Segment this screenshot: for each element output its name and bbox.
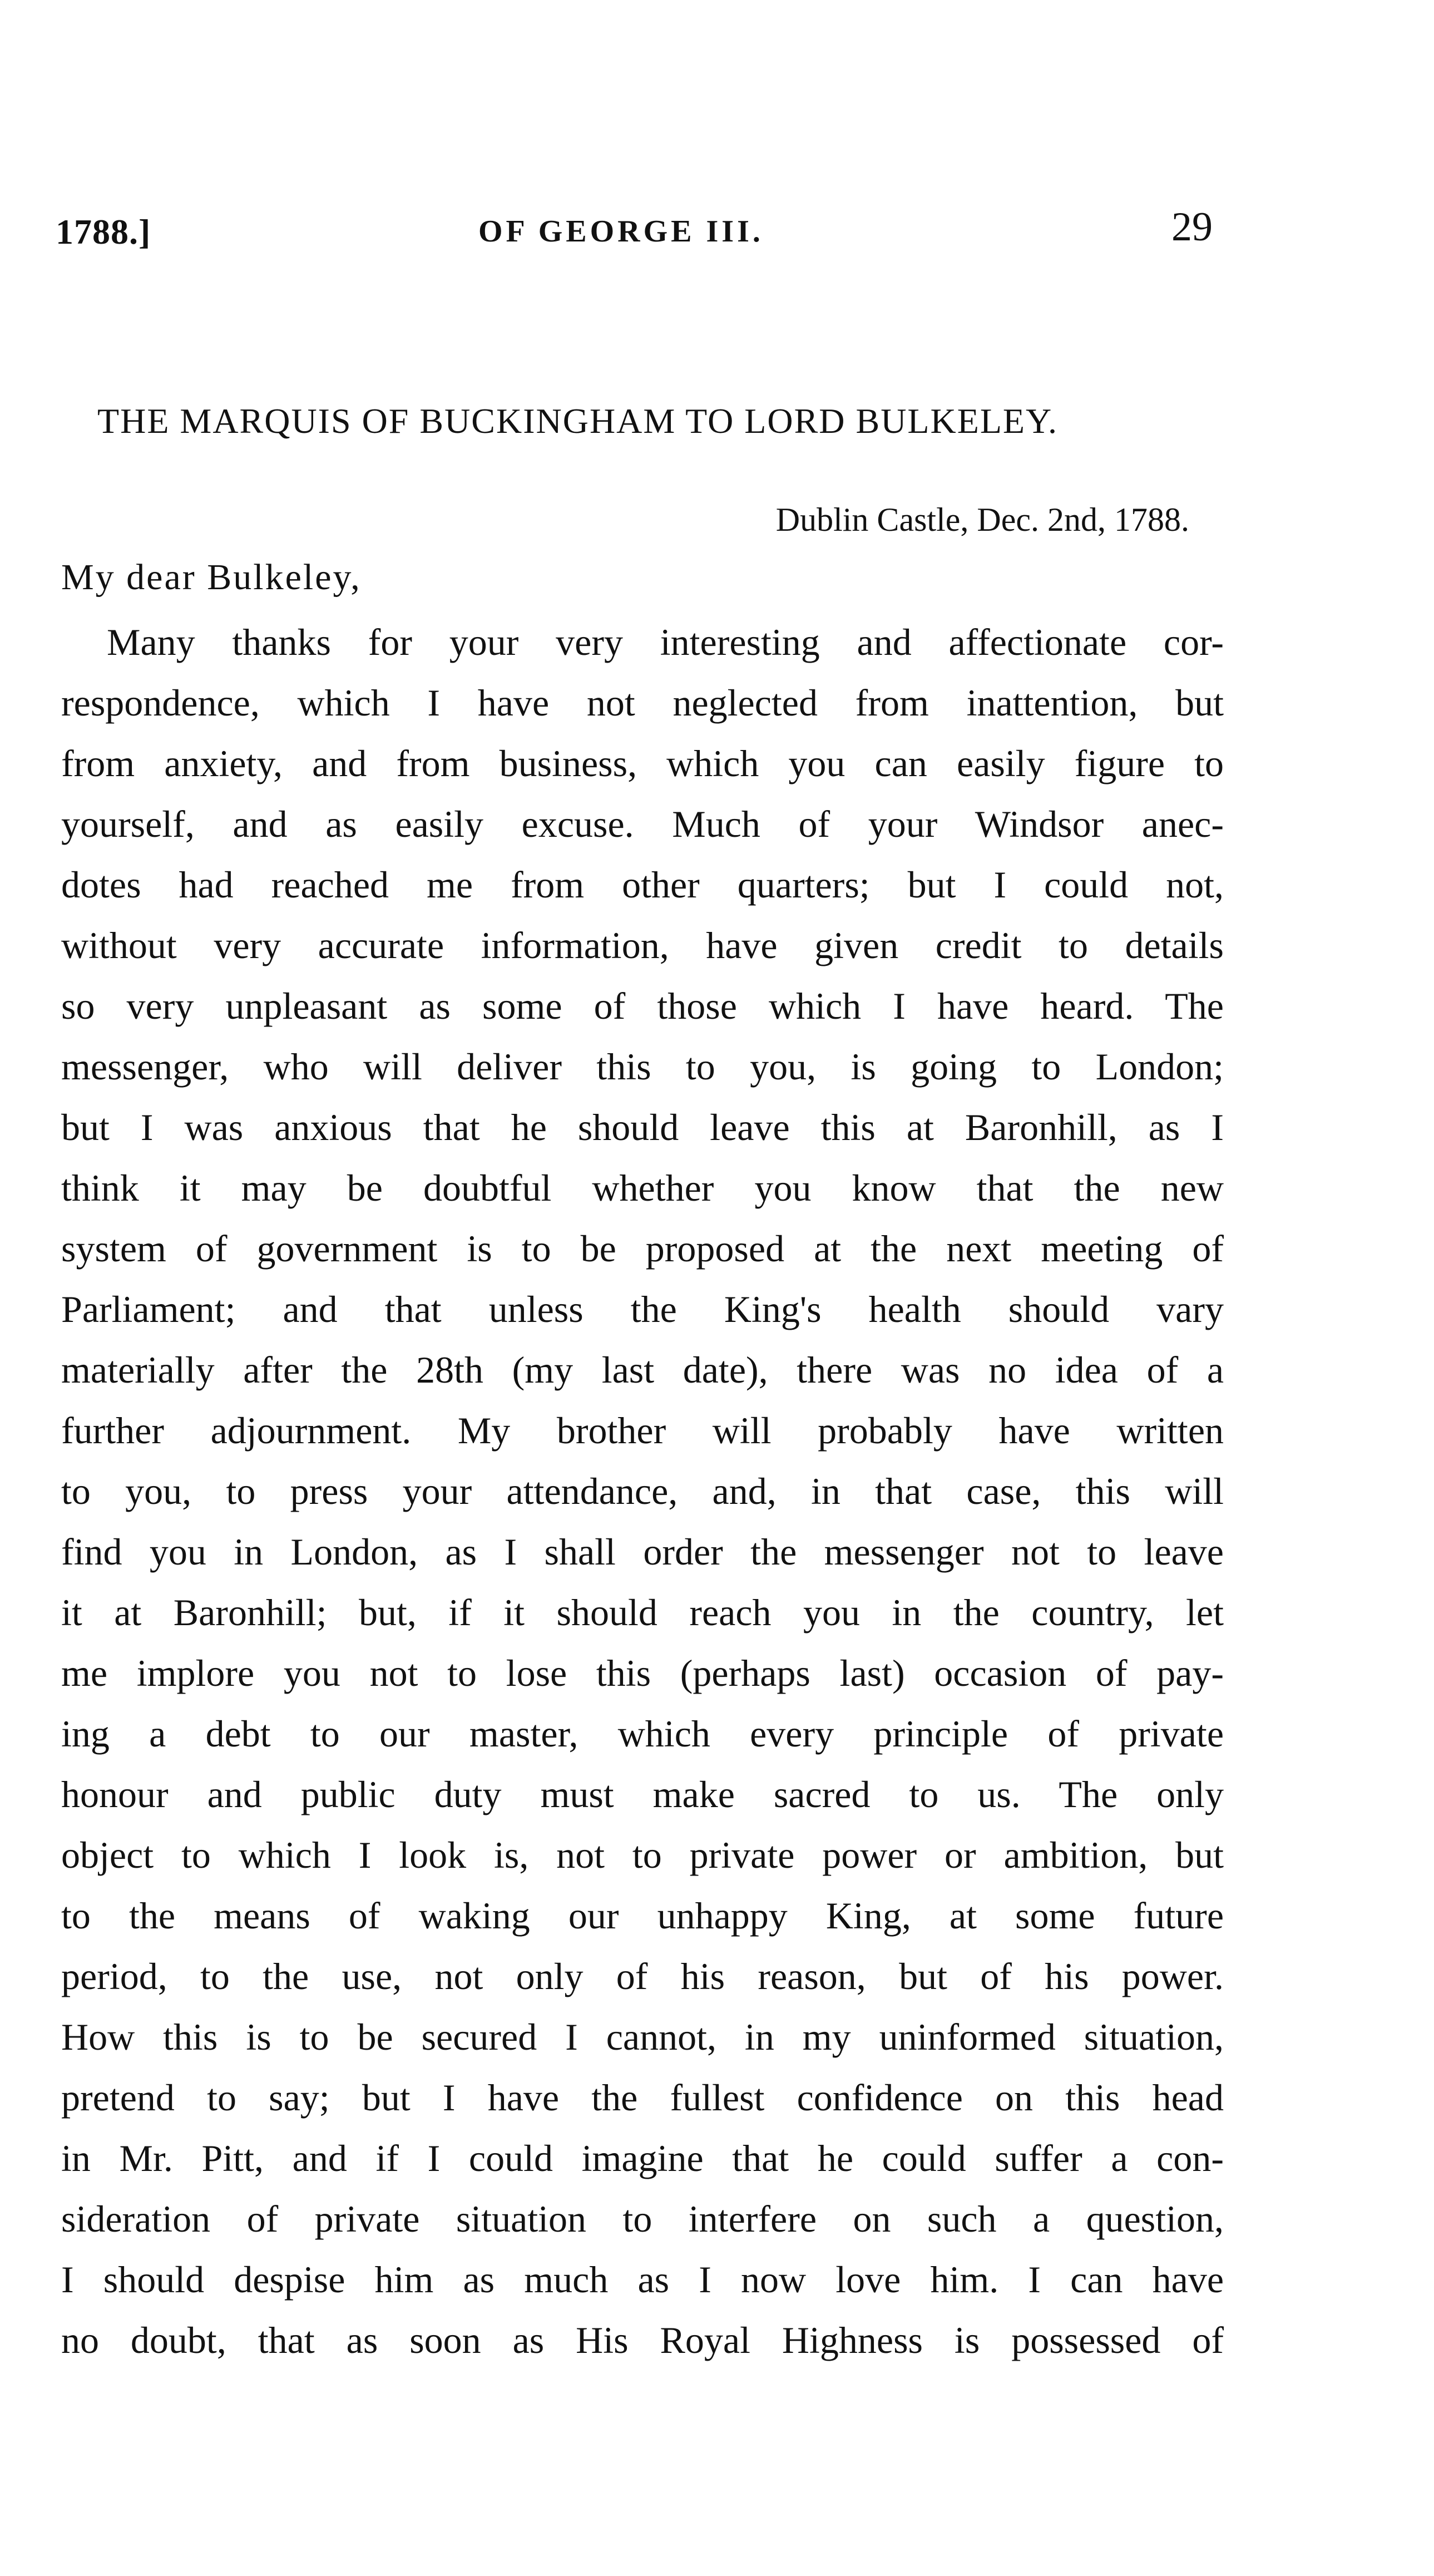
body-line: How this is to be secured I cannot, in my uninformed situation, <box>61 2016 1224 2058</box>
body-line: it at Baronhill; but, if it should reach you in the country, let <box>61 1591 1224 1634</box>
body-line: me implore you not to lose this (perhaps last) occasion of pay- <box>61 1652 1224 1694</box>
body-line: find you in London, as I shall order the messenger not to leave <box>61 1531 1224 1573</box>
body-line: think it may be doubtful whether you know that the new <box>61 1167 1224 1209</box>
running-head-year: 1788.] <box>56 212 151 251</box>
body-line: pretend to say; but I have the fullest confidence on this head <box>61 2076 1224 2119</box>
running-head <box>56 204 1213 267</box>
letter-body <box>61 612 1224 2371</box>
letter-heading: THE MARQUIS OF BUCKINGHAM TO LORD BULKELEY. <box>97 401 1058 441</box>
body-line: but I was anxious that he should leave this at Baronhill, as I <box>61 1106 1224 1148</box>
body-line: no doubt, that as soon as His Royal Highness is possessed of <box>61 2319 1224 2361</box>
letter-dateline: Dublin Castle, Dec. 2nd, 1788. <box>775 501 1189 538</box>
running-head-title: OF GEORGE III. <box>478 214 764 249</box>
body-line: honour and public duty must make sacred to us. The only <box>61 1773 1224 1815</box>
body-line: ing a debt to our master, which every principle of private <box>61 1713 1224 1755</box>
body-line: dotes had reached me from other quarters; but I could not, <box>61 863 1224 906</box>
salutation-text: My dear Bulkeley, <box>61 557 362 598</box>
body-line: to you, to press your attendance, and, in that case, this will <box>61 1470 1224 1512</box>
body-line: so very unpleasant as some of those which I have heard. The <box>61 985 1224 1027</box>
body-line: Many thanks for your very interesting and affectionate cor- <box>107 621 1224 663</box>
body-line: respondence, which I have not neglected from inattention, but <box>61 682 1224 724</box>
body-line: without very accurate information, have given credit to details <box>61 924 1224 966</box>
page-number: 29 <box>1171 204 1213 250</box>
body-line: Parliament; and that unless the King's health should vary <box>61 1288 1224 1330</box>
body-line: system of government is to be proposed at the next meeting of <box>61 1227 1224 1270</box>
body-line: messenger, who will deliver this to you, is going to London; <box>61 1045 1224 1088</box>
body-line: yourself, and as easily excuse. Much of your Windsor anec- <box>61 803 1224 845</box>
body-line: materially after the 28th (my last date), there was no idea of a <box>61 1349 1224 1391</box>
body-line: to the means of waking our unhappy King, at some future <box>61 1894 1224 1937</box>
body-line: I should despise him as much as I now love him. I can have <box>61 2258 1224 2301</box>
body-line: object to which I look is, not to private power or ambition, but <box>61 1834 1224 1876</box>
body-line: in Mr. Pitt, and if I could imagine that he could suffer a con- <box>61 2137 1224 2179</box>
body-line: further adjournment. My brother will probably have written <box>61 1409 1224 1452</box>
letter-salutation <box>61 556 362 599</box>
body-line: period, to the use, not only of his reason, but of his power. <box>61 1955 1224 1997</box>
body-line: from anxiety, and from business, which you can easily figure to <box>61 742 1224 784</box>
body-line: sideration of private situation to interfere on such a question, <box>61 2198 1224 2240</box>
